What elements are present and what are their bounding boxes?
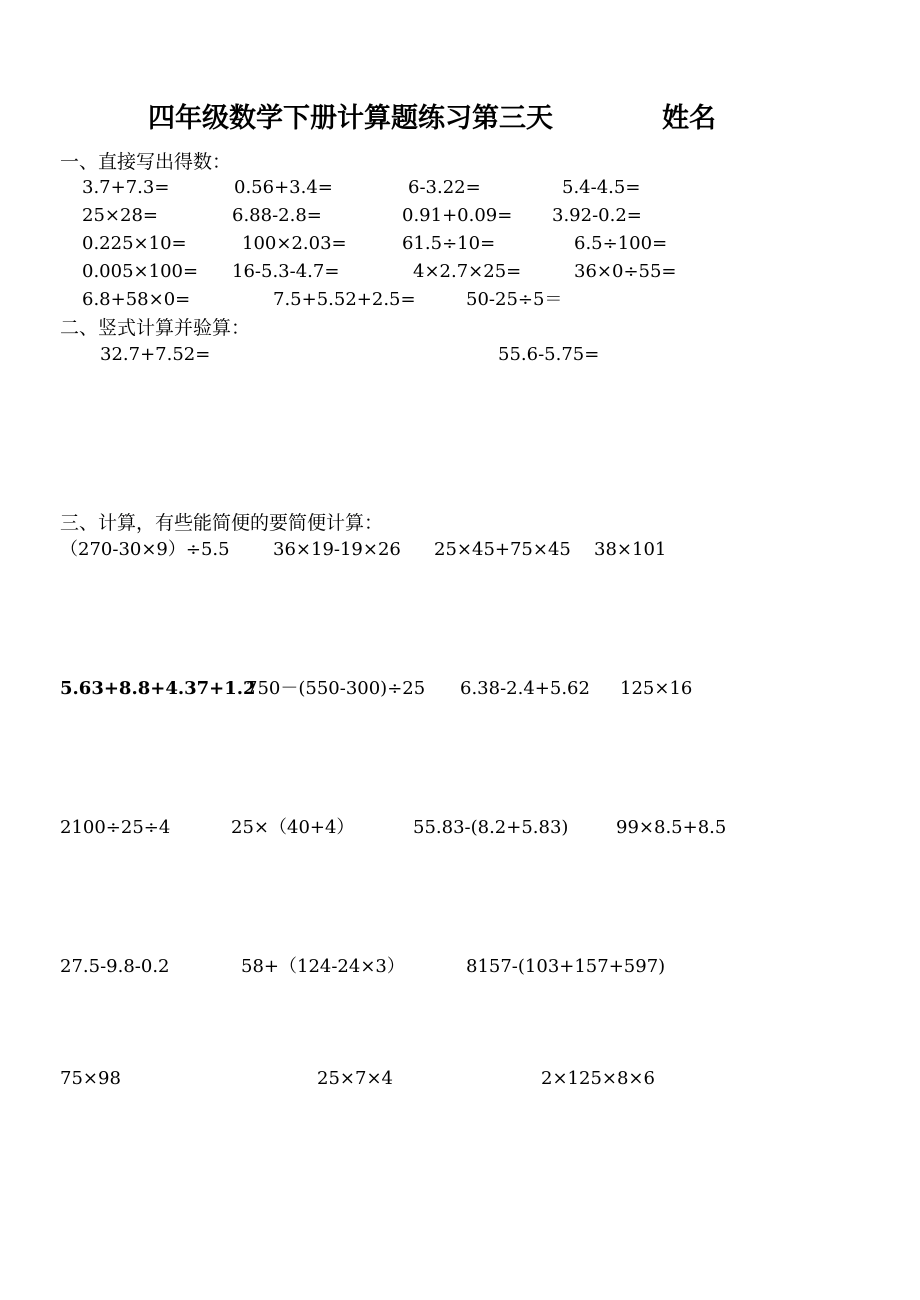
s3-problem: 58+（124-24×3） <box>241 956 405 977</box>
section3-heading: 三、计算，有些能简便的要简便计算： <box>60 512 384 534</box>
s1-problem: 7.5+5.52+2.5= <box>273 289 416 310</box>
s3-problem: 750－(550-300)÷25 <box>246 678 426 699</box>
s3-problem: 2×125×8×6 <box>541 1068 655 1089</box>
s3-problem: 38×101 <box>594 539 667 560</box>
s1-problem: 6.5÷100= <box>574 233 668 254</box>
s2-problem: 32.7+7.52= <box>100 344 211 365</box>
s1-problem: 25×28= <box>82 205 158 226</box>
s3-problem: 8157-(103+157+597) <box>466 956 666 977</box>
s1-problem: 61.5÷10= <box>402 233 496 254</box>
s1-problem: 0.225×10= <box>82 233 187 254</box>
s3-problem: 55.83-(8.2+5.83) <box>413 817 569 838</box>
s1-problem: 36×0÷55= <box>574 261 677 282</box>
s3-problem: 36×19-19×26 <box>273 539 401 560</box>
name-label: 姓名 <box>662 103 716 134</box>
s1-problem: 16-5.3-4.7= <box>232 261 340 282</box>
s3-problem: 25×7×4 <box>317 1068 393 1089</box>
section1-heading: 一、直接写出得数： <box>60 151 232 173</box>
s1-problem: 0.005×100= <box>82 261 199 282</box>
s3-problem: 2100÷25÷4 <box>60 817 171 838</box>
s1-problem: 0.91+0.09= <box>402 205 513 226</box>
s3-problem: 6.38-2.4+5.62 <box>460 678 590 699</box>
s1-problem: 6.8+58×0= <box>82 289 191 310</box>
s3-problem: 25×45+75×45 <box>434 539 571 560</box>
s1-problem: 6.88-2.8= <box>232 205 322 226</box>
s3-problem: 5.63+8.8+4.37+1.2 <box>60 678 256 699</box>
s2-problem: 55.6-5.75= <box>498 344 600 365</box>
s3-problem: 125×16 <box>620 678 693 699</box>
s3-problem: 25×（40+4） <box>231 817 355 838</box>
s1-problem: 6-3.22= <box>408 177 481 198</box>
section2-heading: 二、竖式计算并验算： <box>60 317 251 339</box>
s1-problem: 50-25÷5＝ <box>466 289 563 310</box>
s1-problem: 0.56+3.4= <box>234 177 333 198</box>
s1-problem: 4×2.7×25= <box>413 261 522 282</box>
s3-problem: 75×98 <box>60 1068 121 1089</box>
page-title: 四年级数学下册计算题练习第三天 <box>148 103 553 134</box>
s1-problem: 5.4-4.5= <box>562 177 641 198</box>
s3-problem: （270-30×9）÷5.5 <box>60 539 230 560</box>
s1-problem: 3.92-0.2= <box>552 205 642 226</box>
s1-problem: 3.7+7.3= <box>82 177 170 198</box>
s3-problem: 27.5-9.8-0.2 <box>60 956 170 977</box>
s1-problem: 100×2.03= <box>242 233 347 254</box>
s3-problem: 99×8.5+8.5 <box>616 817 727 838</box>
